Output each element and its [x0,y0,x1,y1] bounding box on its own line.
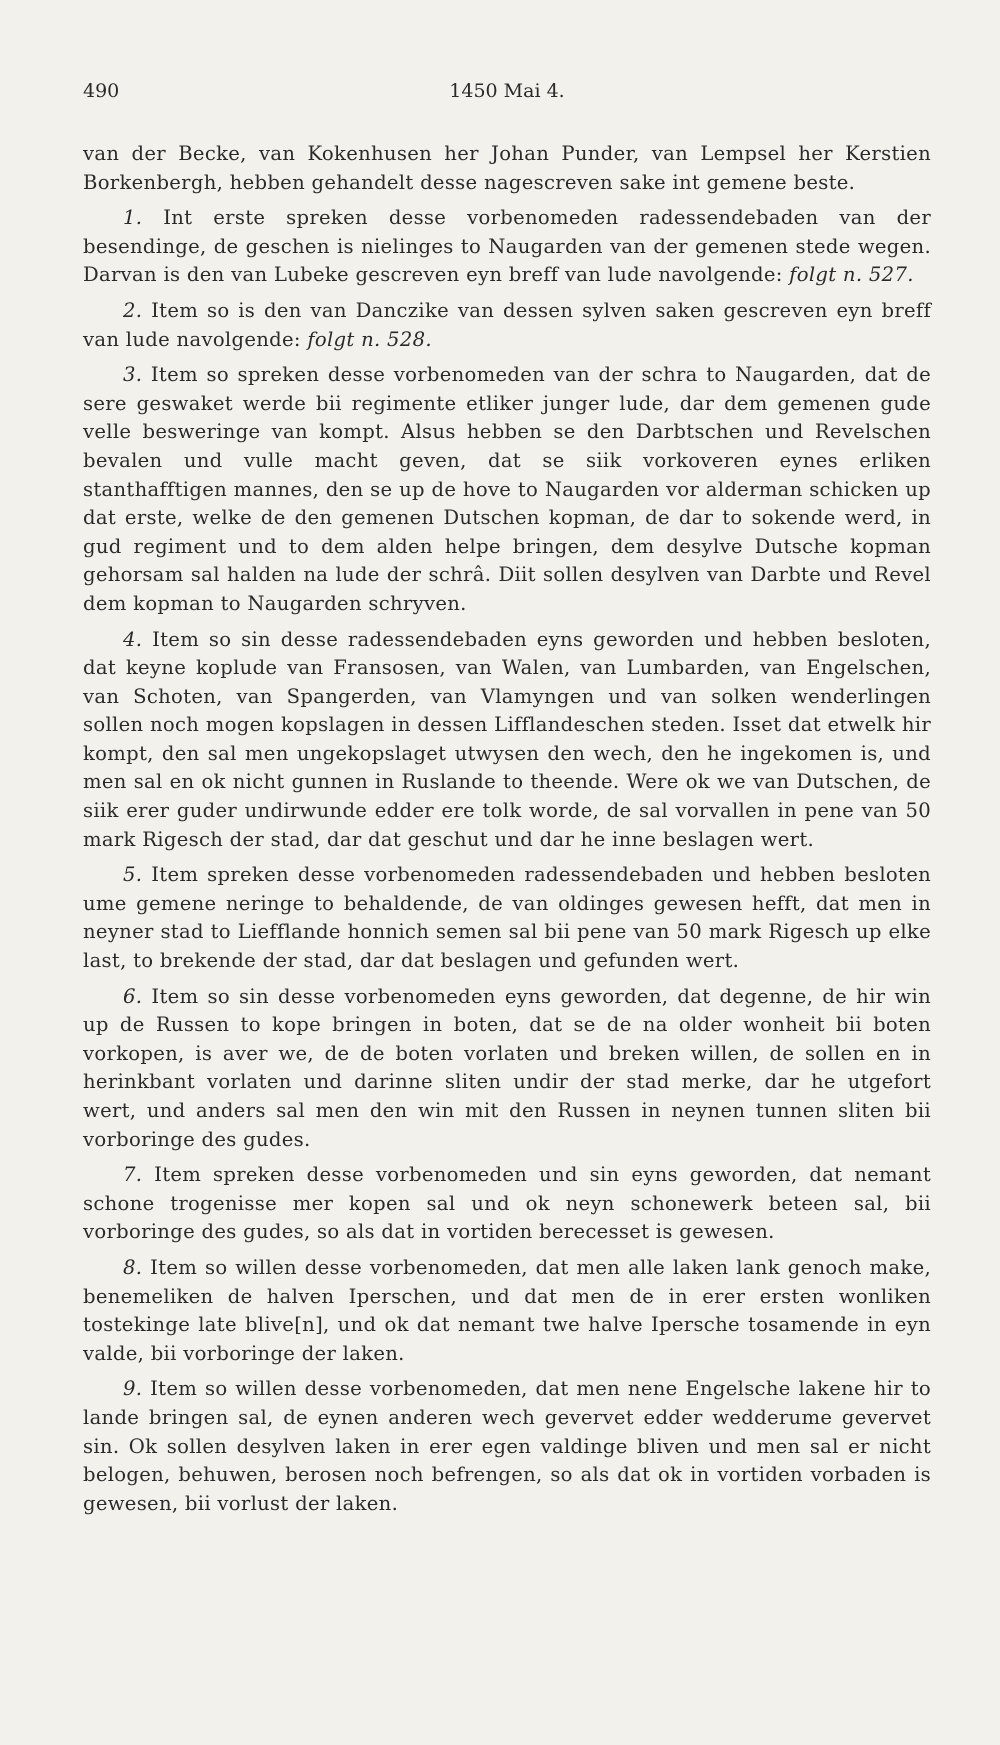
paragraph-number: 5. [123,863,143,887]
paragraph-9 [83,1375,931,1518]
paragraph-text: Item so sin desse radessendebaden eyns geworden und hebben besloten, dat keyne koplude van Fransosen, van Walen, van Lumbarden, van Engelschen, van Schoten, van Spangerden, van Vlamyngen und van solken wenderlingen sollen noch mogen kopslagen in dessen Lifflandeschen steden. Isset dat etwelk hir kompt, den sal men ungekopslaget utwysen den wech, den he ingekomen is, und men sal en ok nicht gunnen in Ruslande to theende. Were ok we van Dutschen, de siik erer guder undirwunde edder ere tolk worde, de sal vorvallen in pene van 50 mark Rigesch der stad, dar dat geschut und dar he inne beslagen wert. [83,627,931,851]
paragraph-6 [83,983,931,1155]
paragraph-number: 6. [123,984,143,1008]
running-head: 1450 Mai 4. [449,80,565,102]
paragraph-text: Item so spreken desse vorbenomeden van der schra to Naugarden, dat de sere geswaket werde bii regimente etliker junger lude, dar dem gemenen gude velle besweringe van kompt. Alsus hebben se den Darbtschen und Revelschen bevalen und vulle macht geven, dat se siik vorkoveren eynes erliken stanthafftigen mannes, den se up de hove to Naugarden vor alderman schicken up dat erste, welke de den gemenen Dutschen kopman, de dar to sokende werd, in gud regiment und to dem alden helpe bringen, dem desylve Dutsche kopman gehorsam sal halden na lude der schrâ. Diit sollen desylven van Darbte und Revel dem kopman to Naugarden schryven. [83,363,932,615]
paragraph-number: 8. [123,1255,143,1279]
paragraph-number: 7. [123,1163,143,1187]
paragraph-7 [83,1161,931,1247]
body-text [83,140,931,1525]
paragraph-4 [83,626,931,855]
paragraph-text: Int erste spreken desse vorbenomeden radessendebaden van der besendinge, de geschen is nielinges to Naugarden van der gemenen stede wegen. Darvan is den van Lubeke gescreven eyn breff van lude navolgende: [83,206,931,287]
paragraph-text: Item so willen desse vorbenomeden, dat men alle laken lank genoch make, benemeliken de halven Iperschen, und dat men de in erer ersten wonliken tostekinge late blive[n], und ok dat nemant twe halve Ipersche tosamende in eyn valde, bii vorboringe der laken. [83,1255,932,1365]
paragraph-3 [83,361,931,618]
paragraph-5 [83,861,931,975]
paragraph-number: 9. [123,1377,143,1401]
cross-reference: folgt n. 528. [307,327,432,351]
paragraph-2 [83,297,931,354]
paragraph-text: Item spreken desse vorbenomeden radessendebaden und hebben besloten ume gemene neringe to behaldende, de van oldinges gewesen hefft, dat men in neyner stad to Liefflande honnich semen sal bii pene van 50 mark Rigesch up elke last, to brekende der stad, dar dat beslagen und gefunden wert. [83,863,932,973]
paragraph-text: Item so is den van Danczike van dessen sylven saken gescreven eyn breff van lude navolgende: [83,298,931,351]
cross-reference: folgt n. 527. [789,263,914,287]
paragraph-text: Item spreken desse vorbenomeden und sin eyns geworden, dat nemant schone trogenisse mer kopen sal und ok neyn schonewerk beteen sal, bii vorboringe des gudes, so als dat in vortiden berecesset is gewesen. [83,1163,931,1244]
intro-paragraph: van der Becke, van Kokenhusen her Johan Punder, van Lempsel her Kerstien Borkenbergh, hebben gehandelt desse nagescreven sake int gemene beste. [83,142,931,194]
page-header [83,80,931,110]
paragraph-text: Item so sin desse vorbenomeden eyns geworden, dat degenne, de hir win up de Russen to kope bringen in boten, dat se de na older wonheit bii boten vorkopen, is aver we, de de boten vorlaten und breken willen, de sollen en in herinkbant vorlaten und darinne sliten undir der stad merke, dar he utgefort wert, und anders sal men den win mit den Russen in neynen tunnen sliten bii vorboringe des gudes. [83,984,931,1151]
paragraph-8 [83,1254,931,1368]
paragraph-number: 4. [123,627,143,651]
page-number: 490 [83,80,120,102]
paragraph-1 [83,204,931,290]
paragraph-text: Item so willen desse vorbenomeden, dat men nene Engelsche lakene hir to lande bringen sal, de eynen anderen wech gevervet edder wedderume gevervet sin. Ok sollen desylven laken in erer egen valdinge bliven und men sal er nicht belogen, behuwen, berosen noch befrengen, so als dat ok in vortiden vorbaden is gewesen, bii vorlust der laken. [83,1377,931,1515]
paragraph-number: 3. [123,363,143,387]
paragraph-number: 1. [123,206,143,230]
paragraph-number: 2. [123,298,143,322]
